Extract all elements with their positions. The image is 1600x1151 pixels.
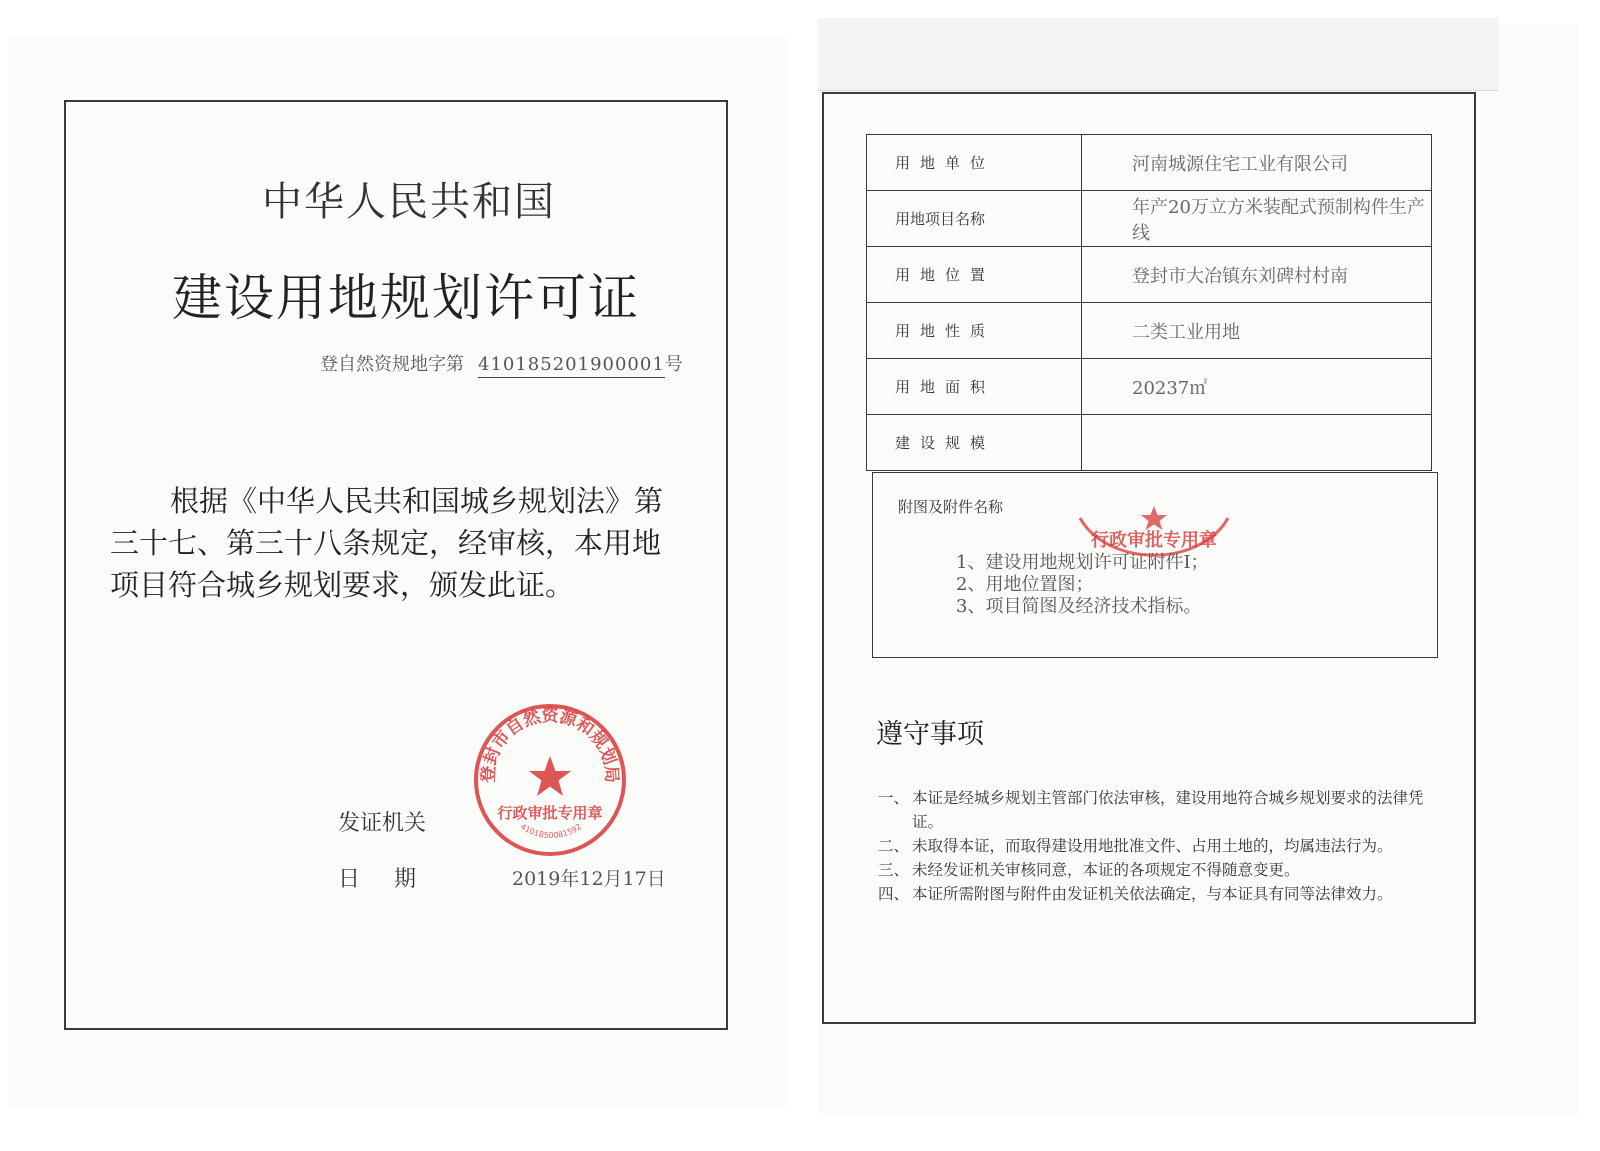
- seal-inner-text: 行政审批专用章: [497, 804, 603, 822]
- list-item: [878, 786, 1450, 834]
- certificate-title: 建设用地规划许可证: [172, 269, 640, 327]
- table-row: [867, 303, 1432, 359]
- body-line-1: 根据《中华人民共和国城乡规划法》第: [170, 484, 664, 518]
- table-row: [867, 415, 1432, 471]
- row-label: 用地位置: [867, 247, 1082, 303]
- issuer-label: 发证机关: [338, 811, 427, 836]
- row-value: 登封市大冶镇东刘碑村村南: [1082, 247, 1432, 303]
- notice-text: 本证是经城乡规划主管部门依法审核，建设用地符合城乡规划要求的法律凭证。: [912, 789, 1424, 831]
- seal-star-icon: [1141, 506, 1167, 530]
- cert-number-suffix: 号: [664, 354, 683, 375]
- row-label: 用地单位: [867, 135, 1082, 191]
- approval-seal-text: 行政审批专用章: [1091, 530, 1217, 551]
- list-item: 2、用地位置图；: [956, 574, 1094, 595]
- row-value: [1082, 415, 1432, 471]
- row-value: 二类工业用地: [1082, 303, 1432, 359]
- notice-text: 本证所需附图与附件由发证机关依法确定，与本证具有同等法律效力。: [912, 885, 1393, 903]
- svg-text:4101850081592: [519, 822, 583, 840]
- row-value: 年产20万立方米装配式预制构件生产线: [1082, 191, 1432, 247]
- table-row: [867, 247, 1432, 303]
- notice-text: 未经发证机关审核同意，本证的各项规定不得随意变更。: [912, 861, 1300, 879]
- certificate-body-text: [110, 480, 710, 606]
- list-item: [878, 882, 1450, 906]
- notice-number: 一、: [878, 789, 910, 807]
- table-row: [867, 191, 1432, 247]
- row-label: 建设规模: [867, 415, 1082, 471]
- cert-number-prefix: 登自然资规地字第: [320, 354, 464, 375]
- list-item: [878, 858, 1450, 882]
- notice-number: 三、: [878, 861, 910, 879]
- country-name: 中华人民共和国: [262, 179, 556, 225]
- row-value: 20237㎡: [1082, 359, 1432, 415]
- notice-number: 二、: [878, 837, 910, 855]
- notice-list: [878, 786, 1450, 906]
- issue-date: 2019年12月17日: [512, 868, 666, 890]
- table-row: [867, 135, 1432, 191]
- row-value: 河南城源住宅工业有限公司: [1082, 135, 1432, 191]
- notice-text: 未取得本证，而取得建设用地批准文件、占用土地的，均属违法行为。: [912, 837, 1393, 855]
- land-info-table: [866, 134, 1432, 471]
- list-item: 1、建设用地规划许可证附件I；: [956, 552, 1209, 573]
- list-item: 3、项目简图及经济技术指标。: [956, 596, 1202, 617]
- seal-code: 4101850081592: [518, 821, 584, 841]
- row-label: 用地面积: [867, 359, 1082, 415]
- body-line-3: 项目符合城乡规划要求，颁发此证。: [110, 568, 575, 602]
- date-label: 日期: [338, 867, 451, 892]
- list-item: [878, 834, 1450, 858]
- notice-number: 四、: [878, 885, 910, 903]
- attachments-label: 附图及附件名称: [898, 498, 1004, 516]
- certificate-number: [320, 350, 683, 376]
- approval-seal: [1074, 500, 1234, 590]
- row-label: 用地性质: [867, 303, 1082, 359]
- official-seal: [470, 700, 630, 860]
- seal-star-icon: [529, 756, 571, 796]
- table-row: [867, 359, 1432, 415]
- row-label: 用地项目名称: [867, 191, 1082, 247]
- seal-outer-text: 登封市自然资源和规划局: [478, 706, 622, 784]
- paper-strip: [818, 18, 1498, 91]
- cert-number-value: 410185201900001: [478, 354, 665, 378]
- notice-title: 遵守事项: [876, 719, 984, 750]
- body-line-2: 三十七、第三十八条规定，经审核，本用地: [110, 526, 662, 560]
